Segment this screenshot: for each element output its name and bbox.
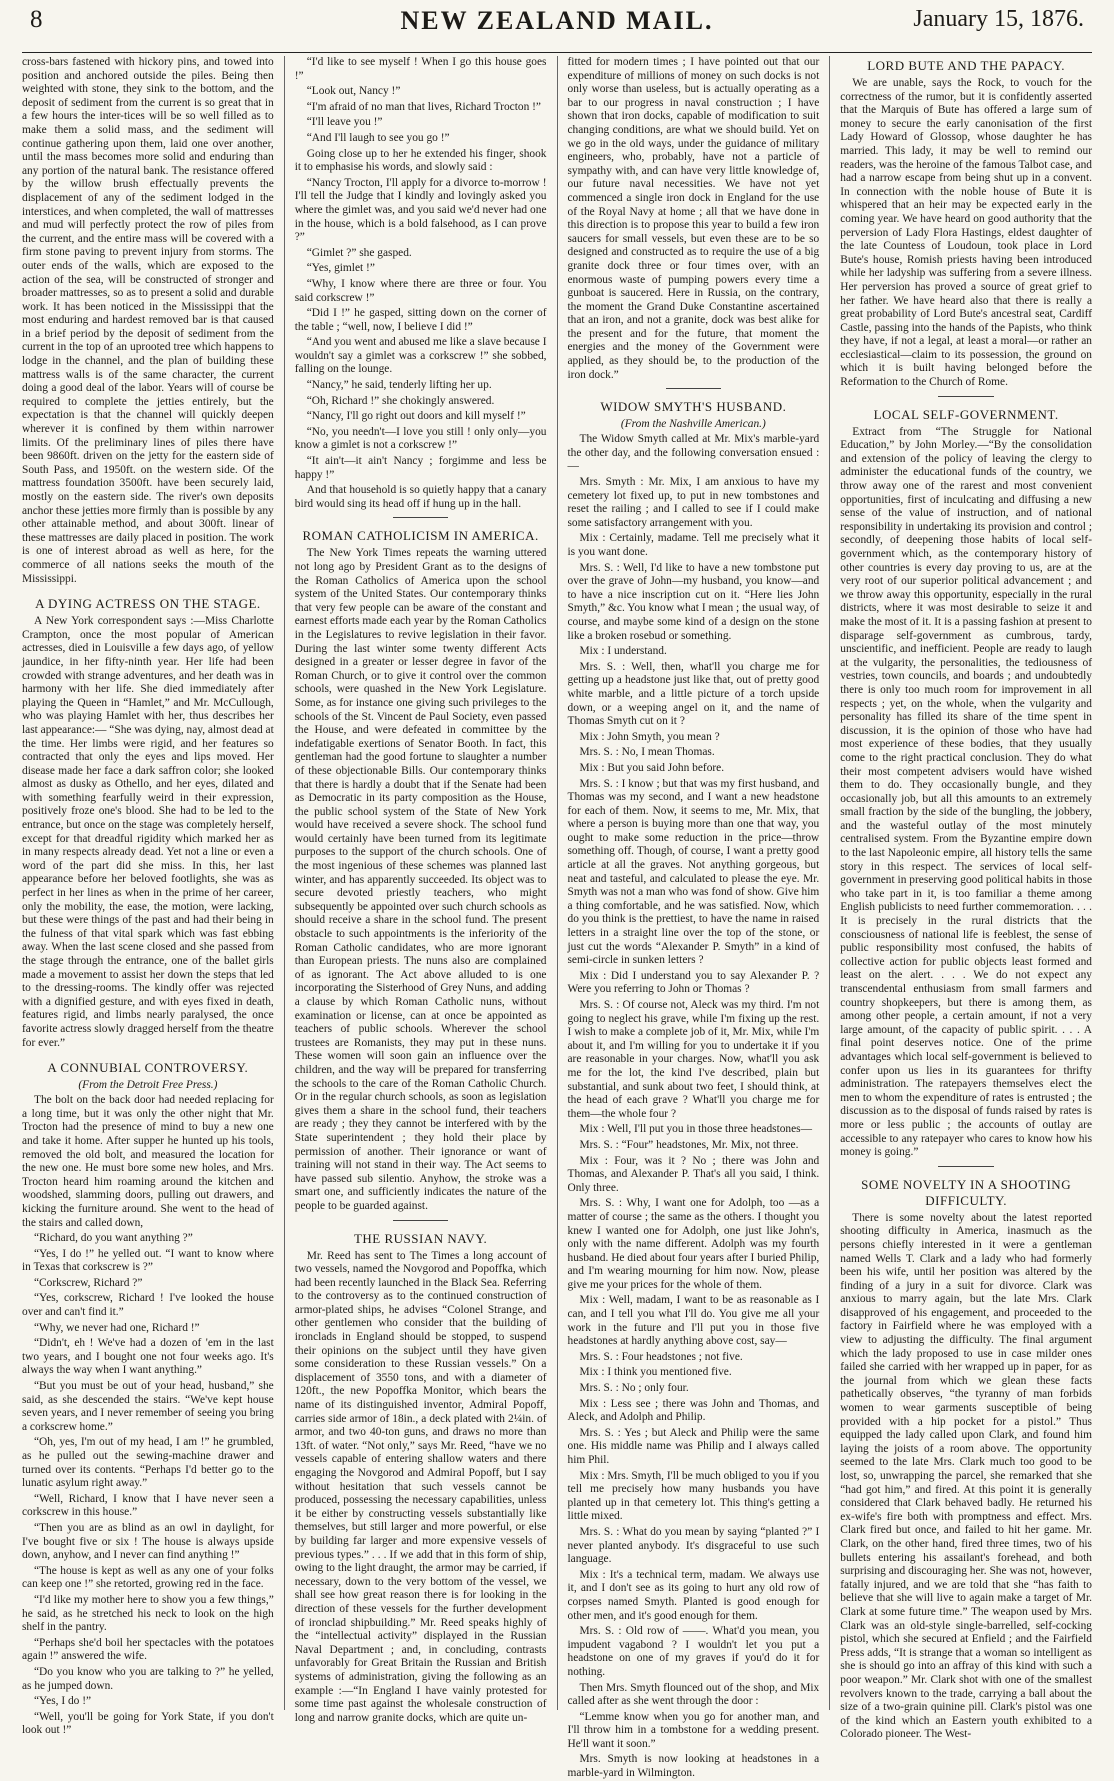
paragraph: “Perhaps she'd boil her spectacles with the potatoes again !” answered the wife.	[22, 1636, 274, 1663]
paragraph: “I'll leave you !”	[306, 116, 383, 129]
paragraph: Mrs. S. : Four headstones ; not five.	[579, 1350, 743, 1363]
columns	[22, 56, 1092, 1780]
paragraph: “No, you needn't—I love you still ! only only—you know a gimlet is not a corkscrew !”	[294, 425, 547, 452]
paragraph: Mix : Mrs. Smyth, I'll be much obliged to you if you tell me precisely how many husbands you have planted up in that cemetery lot. This thing's getting a little mixed.	[567, 1469, 820, 1523]
article-heading: ROMAN CATHOLICISM IN AMERICA.	[302, 528, 539, 544]
issue-date: January 15, 1876.	[913, 6, 1084, 32]
paragraph: “Oh, yes, I'm out of my head, I am !” he grumbled, as he pulled out the sewing-machine drawer and turned over its contents. “Perhaps I'd better go to the lunatic asylum right away.”	[22, 1436, 274, 1490]
paragraph: “Oh, Richard !” she chokingly answered.	[306, 394, 495, 407]
paragraph: Mix : Well, madam, I want to be as reasonable as I can, and I tell you what I'll do. You give me all your work in the future and I'll put you in those five headstones at hardly anything above cost, say—	[567, 1294, 820, 1348]
paragraph: “Why, I know where there are three or four. You said corkscrew !”	[294, 277, 547, 304]
divider	[938, 396, 993, 397]
article-heading: SOME NOVELTY IN A SHOOTING DIFFICULTY.	[861, 1176, 1072, 1208]
paragraph: Mrs. S. : What do you mean by saying “planted ?” I never planted anybody. It's disgraceful to use such language.	[567, 1525, 820, 1566]
paragraph: Mrs. Smyth is now looking at headstones in a marble-yard in Wilmington.	[567, 1753, 820, 1780]
paragraph: Mix : I think you mentioned five.	[579, 1366, 732, 1379]
paragraph: “Well, you'll be going for York State, if you don't look out !”	[22, 1710, 274, 1737]
column-4	[840, 56, 1092, 1741]
article-heading: A DYING ACTRESS ON THE STAGE.	[35, 596, 261, 612]
paragraph: Mrs. S. : Of course not, Aleck was my third. I'm not going to neglect his grave, while I'm fixing up the rest. I wish to make a complete job of it, Mr. Mix, while I'm about it, and I'm willing for you to undertake it if you are reasonable in your charges. Now, what'll you ask me for the lot, the kind I've described, plain but substantial, and sunk about two feet, I should think, at the head of each grave ? What'll you charge me for them—the whole four ?	[567, 999, 820, 1120]
paragraph: “Look out, Nancy !”	[306, 85, 401, 98]
paragraph: “But you must be out of your head, husband,” she said, as she descended the stairs. “We've kept house seven years, and I never remember of seeing you bring a corkscrew home.”	[22, 1380, 274, 1433]
paragraph: Mrs. S. : Well, then, what'll you charge me for getting up a headstone just like that, out of pretty good white marble, and a little picture of a torch upside down, or a weeping angel on it, and the name of Thomas Smyth cut on it ?	[567, 660, 820, 728]
paragraph: Mix : I understand.	[579, 645, 667, 658]
paragraph: And that household is so quietly happy that a canary bird would sing its head off if hung up in the hall.	[294, 484, 547, 510]
paragraph: “It ain't—it ain't Nancy ; forgimme and less be happy !”	[294, 455, 547, 481]
paragraph: Then Mrs. Smyth flounced out of the shop, and Mix called after as she went through the door :	[567, 1681, 820, 1708]
column-2	[294, 56, 558, 1724]
article-heading: A CONNUBIAL CONTROVERSY.	[47, 1060, 249, 1076]
paragraph: Mrs. Smyth : Mr. Mix, I am anxious to have my cemetery lot fixed up, to put in new tombstones and reset the railing ; and I called to see if I could make some satisfactory arrangement with you.	[567, 476, 820, 529]
masthead	[22, 0, 1092, 53]
paragraph: “Lemme know when you go for another man, and I'll throw him in a tombstone for a wedding present. He'll want it soon.”	[567, 1710, 820, 1750]
paragraph: “Nancy, I'll go right out doors and kill myself !”	[306, 410, 526, 423]
article-heading: LORD BUTE AND THE PAPACY.	[867, 58, 1066, 73]
article-source: (From the Nashville American.)	[620, 418, 766, 431]
paragraph: Mrs. S. : No, I mean Thomas.	[579, 746, 715, 759]
paragraph: “Didn't, eh ! We've had a dozen of 'em in the last two years, and I bought one not four weeks ago. It's always the way when I want anything.”	[22, 1337, 274, 1377]
divider	[393, 517, 448, 518]
paragraph: “And you went and abused me like a slave because I wouldn't say a gimlet was a corkscrew !” she sobbed, falling on the lounge.	[294, 336, 547, 376]
divider	[393, 1220, 448, 1221]
paragraph: Extract from “The Struggle for National Education,” by John Morley.—“By the consolidation and extension of the policy of leaving the clergy to administer the educational funds of the country, we throw away one of the rarest and most convenient opportunities, first of inculcating and diffusing a new sense of the value of instruction, and of national responsibility in undertaking its provision and control ; secondly, of deepening those habits of local self-government which, as the contemporary history of other countries is every day proving to us, are at the very root of our superior political advancement ; and we throw away this opportunity, especially in the rural districts, where it was most desirable to seize it and make the most of it. It is a passing fashion at present to disparage self-government as cumbrous, tardy, unscientific, and inefficient. People are ready to laugh at the vulgarity, the personalities, the tediousness of vestries, town councils, and boards ; and undoubtedly there is only too much room for improvement in all respects ; yet, on the whole, when the vulgarity and personality has filled its share of the time spent in discussion, it is the opinion of those who have had most experience of these bodies, that they usually come to the right practical conclusion. They do what their most competent advisers would have wished them to do. They occasionally bungle, and they occasionally job, but all this amounts to an extremely small fraction by the side of the bungling, the jobbery, and the wasteful outlay of the most minutely centralised system. From the Byzantine empire down to the last Napoleonic empire, all history tells the same story in this respect. The services of local self-government in preserving good political habits in those who take part in it, is too familiar a theme among English publicists to need further commemoration. . . . It is precisely in the rural districts that the consciousness of national life is feeblest, the sense of public responsibility most confused, the habits of collective action for public objects least formed and least on the alert. . . . We do not expect any transcendental enthusiasm from small farmers and country shopkeepers, but there is among them, as among other people, a certain amount, if not a very large amount, of the capacity of public spirit. . . . A final point deserves notice. One of the prime advantages which local self-government is believed to confer upon us lies in its guarantees for thrifty administration. The ratepayers themselves elect the men to whom the expenditure of rates is entrusted ; the discussion as to the disposal of funds raised by rates is more or less public ; the accounts of outlay are accessible to any ratepayer who cares to know how his money is going.”	[840, 425, 1092, 1159]
paragraph: “Then you are as blind as an owl in daylight, for I've bought five or six ! The house is always upside down, anyhow, and I never can find anything !”	[22, 1521, 274, 1562]
paragraph: “Richard, do you want anything ?”	[34, 1232, 193, 1245]
paragraph: A New York correspondent says :—Miss Charlotte Crampton, once the most popular of American actresses, died in Louisville a few days ago, of yellow jaundice, in her fifty-ninth year. Her life had been crowded with strange adventures, and her death was in harmony with her life. She died immediately after playing the Queen in “Hamlet,” and Mr. McCullough, who was playing Hamlet with her, thus describes her last appearance:— “She was dying, nay, almost dead at the time. Her limbs were rigid, and her features so contracted that only the eyes and lips moved. Her disease made her face a dark saffron color; she looked almost as dusky as Othello, and her eyes, dilated and with something fearfully weird in their expression, positively froze one's blood. She had to be led to the entrance, but once on the stage was completely herself, except for that dreadful rigidity which marked her as in many respects already dead. Yet not a line or even a word of the part did she miss. In this, her last appearance before her beloved footlights, she was as perfect in her lines as when in the prime of her career, only the mobility, the ease, the motion, were lacking, but these were things of the past and had their being in the fulness of that vital spark which was fast ebbing away. When the last scene closed and she passed from the stage through the entrance, one of the ballet girls made a movement to assist her down the steps that led to the dressing-rooms. The kindly offer was rejected with a dignified gesture, and with eyes fixed in death, features rigid, and limbs nearly paralysed, the once favorite actress slowly dragged herself from the theatre for ever.”	[22, 615, 274, 1049]
paragraph: “The house is kept as well as any one of your folks can keep one !” she retorted, growing red in the face.	[22, 1564, 274, 1591]
paragraph: Mrs. S. : Yes ; but Aleck and Philip were the same one. His middle name was Philip and I always called him Phil.	[567, 1426, 820, 1466]
paragraph: The New York Times repeats the warning uttered not long ago by President Grant as to the designs of the Roman Catholics of America upon the school system of the United States. Our contemporary thinks that very few people can be aware of the constant and earnest efforts made each year by the Roman Catholics in the Legislatures to revive legislation in their favor. During the last winter some twenty different Acts designed in a greater or lesser degree in favor of the Roman Church, or to give it control over the common schools, were quashed in the New York Legislature. Some, as for instance one giving such privileges to the schools of the St. Vincent de Paul Society, even passed the House, and were defeated in committee by the indefatigable exertions of Senator Booth. In fact, this gentleman had the good fortune to slaughter a number of these objectionable Bills. Our contemporary thinks that there is hardly a doubt that if the Senate had been as Democratic in its party composition as the House, the public school system of the State of New York would have received a severe shock. The school fund would certainly have been turned from its legitimate purposes to the support of the church schools. One of the most ingenious of these schemes was planned last winter, and has apparently succeeded. Its object was to secure devoted priestly teachers, who might subsequently be appointed over such church schools as should receive a share in the school fund. The present obstacle to such appointments is the inferiority of the Roman Catholic candidates, who are more ignorant than European priests. The nuns also are complained of as ignorant. The Act above alluded to is one incorporating the Sisterhood of Grey Nuns, and adding a clause by which Roman Catholic nuns, without examination or license, can at once be appointed as teachers of public schools. Wherever the school trustees are Romanists, they may put in these nuns. These women will soon gain an influence over the children, and the way will be prepared for transferring the schools to the care of the Roman Catholic Church. Or in the regular church schools, as soon as legislation gives them a share in the school fund, their teachers are ready ; they they cannot be interfered with by the State superintendent ; they hold their place by permission of another. Their ignorance or want of training will not stand in their way. The Act seems to have passed sub silentio. Anyhow, the stroke was a smart one, and sufficiently indicates the nature of the people to be guarded against.	[294, 547, 547, 1212]
newspaper-title: NEW ZEALAND MAIL.	[400, 6, 714, 35]
paragraph: Mix : Well, I'll put you in those three headstones—	[579, 1123, 813, 1136]
article-source: (From the Detroit Free Press.)	[78, 1079, 218, 1092]
paragraph: “Well, Richard, I know that I have never seen a corkscrew in this house.”	[22, 1492, 274, 1519]
paragraph: The Widow Smyth called at Mr. Mix's marble-yard the other day, and the following conversation ensued :—	[567, 433, 820, 473]
paragraph: “Why, we never had one, Richard !”	[34, 1321, 200, 1334]
article-heading: WIDOW SMYTH'S HUSBAND.	[600, 399, 787, 415]
paragraph: “Yes, gimlet !”	[306, 262, 375, 275]
paragraph: Mix : Four, was it ? No ; there was John and Thomas, and Alexander P. That's all you said, I think. Only three.	[567, 1154, 820, 1194]
paragraph: We are unable, says the Rock, to vouch for the correctness of the rumor, but it is confidently asserted that the Marquis of Bute has offered a large sum of money to secure the early canonisation of the first Lady Howard of Glossop, whose daughter he has married. This lady, it may be well to remind our readers, was the heroine of the famous Talbot case, and had a narrow escape from being shut up in a convent. In connection with the noble house of Bute it is whispered that an heir may be expected early in the coming year. We have heard on good authority that the perversion of Lady Flora Hastings, eldest daughter of the late Countess of Loudoun, took place in Lord Bute's house, Romish priests having been introduced while her ladyship was suffering from a severe illness. Her perversion has proved a source of great grief to her father. We have heard also that there is really a great probability of Lord Bute's ancestral seat, Cardiff Castle, passing into the hands of the Papists, who think they have, if not a legal, at least a moral—or rather an ecclesiastical—claim to its possession, the ground on which it is built having belonged before the Reformation to the Church of Rome.	[840, 77, 1092, 389]
paragraph: “Gimlet ?” she gasped.	[306, 246, 412, 259]
article-heading: LOCAL SELF-GOVERNMENT.	[873, 406, 1059, 422]
paragraph: “Yes, I do !” he yelled out. “I want to know where in Texas that corkscrew is ?”	[22, 1247, 274, 1274]
article-heading: THE RUSSIAN NAVY.	[353, 1230, 488, 1246]
paragraph: Mrs. S. : Why, I want one for Adolph, too —as a matter of course ; the same as the others. I thought you knew I wanted one for Adolph, one just like John's, only with the name different. Adolph was my fourth husband. He died about four years after I buried Philip, and I'm wearing mourning for him now. Now, please give me your prices for the whole of them.	[567, 1197, 820, 1291]
paragraph: “Yes, corkscrew, Richard ! I've looked the house over and can't find it.”	[22, 1292, 274, 1319]
paragraph: Mrs. S. : Well, I'd like to have a new tombstone put over the grave of John—my husband, you know—and to have a nice inscription cut on it. “Here lies John Smyth,” &c. You know what I mean ; the usual way, of course, and maybe some kind of a design on the stone like a broken rosebud or something.	[567, 561, 820, 642]
paragraph: The bolt on the back door had needed replacing for a long time, but it was only the other night that Mr. Trocton had the presence of mind to buy a new one and take it home. After supper he hunted up his tools, removed the old bolt, and measured the location for the new one. He must bore some new holes, and Mrs. Trocton heard him roaming around the kitchen and woodshed, slamming doors, pulling out drawers, and kicking the furniture around. She went to the head of the stairs and called down,	[22, 1094, 274, 1229]
paragraph: “Corkscrew, Richard ?”	[34, 1276, 143, 1289]
paragraph: Mix : Less see ; there was John and Thomas, and Aleck, and Adolph and Philip.	[567, 1397, 820, 1424]
paragraph: “I'd like to see myself ! When I go this house goes !”	[294, 56, 547, 82]
paragraph: Mix : John Smyth, you mean ?	[579, 730, 720, 743]
divider	[938, 1166, 993, 1167]
paragraph: Mrs. S. : No ; only four.	[579, 1382, 689, 1395]
page-number: 8	[30, 6, 43, 33]
paragraph: Mrs. S. : Old row of ——. What'd you mean, you impudent vagabond ? I wouldn't let you put a headstone on one of my graves if you'd do it for nothing.	[567, 1625, 820, 1678]
paragraph: Going close up to her he extended his finger, shook it to emphasise his words, and slowly said :	[294, 147, 547, 174]
paragraph: Mrs. S. : I know ; but that was my first husband, and Thomas was my second, and I want a new headstone for each of them. Now, it seems to me, Mr. Mix, that where a person is buying more than one that way, you ought to make some reduction in the price—throw something off. Though, of course, I want a pretty good article at all the graves. Not anything gorgeous, but neat and tasteful, and calculated to please the eye. Mr. Smyth was not a man who was fond of show. Give him a thing comfortable, and he was satisfied. Now, which do you think is the prettiest, to have the name in raised letters in a straight line over the top of the stone, or just cut the words “Alexander P. Smyth” in a kind of semi-circle in sunken letters ?	[567, 777, 820, 967]
paragraph: “Yes, I do !”	[34, 1695, 92, 1708]
column-1	[22, 56, 285, 1737]
paragraph: cross-bars fastened with hickory pins, and towed into position and anchored outside the piles. Being then weighted with stone, they sink to the bottom, and the deposit of sediment from the current is so great that in a few hours the inter-tices will be so well filled as to make them a solid mass, and the sediment will continue gathering upon them, laid one over another, until the mass becomes more solid and enduring than any portion of the natural bank. The resistance offered by the willow brush effectually prevents the displacement of any of the sediment lodged in the interstices, and when completed, the wall of mattresses and mud will perfectly protect the row of piles from the current, and the entire mass will be covered with a firm stone paving to prevent injury from storms. The outer ends of the walls, which are exposed to the action of the sea, will be constructed of stronger and broader mattresses, so as to present a solid and durable work. It has been noticed in the Mississippi that the most enduring and hardest removed bar is that caused in a brief period by the deposit of sediment from the current in the top of an uprooted tree which happens to lodge in the channel, and the plan of building these mattress walls is of the same character, the current doing a good deal of the labor. Years will of course be required to complete the jetties entirely, but the expectation is that the channel will quickly deepen wherever it is confined by them within narrower limits. Of the preliminary lines of piles there have been 9860ft. driven on the jetty for the eastern side of South Pass, and 1950ft. on the western side. Of the mattress foundation 3500ft. have been securely laid, mostly on the eastern side. The river's own deposits anchor these jetties more firmly than is possible by any other attainable method, and about 300ft. linear of these mattresses are daily placed in position. The work is one of interest abroad as well as here, for the commerce of all nations seeks the mouth of the Mississippi.	[22, 56, 274, 585]
divider	[666, 388, 721, 389]
paragraph: There is some novelty about the latest reported shooting difficulty in America, inasmuch as the persons chiefly interested in it were a gentleman named Wells T. Clark and a lady who had formerly been his wife, until her position was altered by the finding of a jury in a suit for divorce. Clark was anxious to marry again, but the late Mrs. Clark disapproved of his engagement, and proceeded to the factory in Fairfield where he was employed with a view to adjusting the difficulty. The final argument which the lady proposed to use in case milder ones failed she carried with her wrapped up in paper, for as the journal from which we glean these facts pathetically observes, “the tyranny of man forbids women to wear garments susceptible of being provided with a hip pocket for a pistol.” Thus equipped the lady called upon Clark, and found him laying the joists of a room above. The opportunity seemed to the late Mrs. Clark much too good to be lost, so, unwrapping the parcel, she remarked that she “had got him,” and fired. At this point it is generally considered that Clark behaved badly. He returned his ex-wife's fire both with promptness and effect. Mrs. Clark fired but once, and failed to hit her game. Mr. Clark, on the other hand, fired three times, two of his bullets entering his assailant's forehead, and both surprising and discouraging her. She was not, however, fatally injured, and we are told that she “has faith to believe that she will live to again make a target of Mr. Clark at some future time.” The weapon used by Mrs. Clark was an old-style single-barrelled, self-cocking pistol, which she secured at Enfield ; and the Fairfield Press adds, “It is strange that a woman so intelligent as she is should go into an affray of this kind with such a poor weapon.” Mr. Clark shot with one of the smallest revolvers known to the trade, carrying a ball about the size of a two-grain quinine pill. Clark's pistol was one of the kind which an Eastern youth exhibited to a Colorado pioneer. The West-	[840, 1211, 1092, 1741]
paragraph: Mix : Did I understand you to say Alexander P. ? Were you referring to John or Thomas ?	[567, 969, 820, 996]
paragraph: Mix : But you said John before.	[579, 761, 725, 774]
paragraph: “I'm afraid of no man that lives, Richard Trocton !”	[306, 100, 541, 113]
column-3	[567, 56, 831, 1780]
paragraph: Mix : It's a technical term, madam. We always use it, and I don't see as its going to hurt any old row of corpses named Smyth. Planted is good enough for other men, and it's good enough for them.	[567, 1568, 820, 1622]
paragraph: Mrs. S. : “Four” headstones, Mr. Mix, not three.	[579, 1138, 799, 1151]
paragraph: Mix : Certainly, madame. Tell me precisely what it is you want done.	[567, 532, 820, 558]
paragraph: “I'd like my mother here to show you a few things,” he said, as he stretched his neck to look on the high shelf in the pantry.	[22, 1593, 274, 1634]
paragraph: Mr. Reed has sent to The Times a long account of two vessels, named the Novgorod and Popoffka, which had been recently launched in the Black Sea. Referring to the controversy as to the continued construction of armor-plated ships, he advises “Colonel Strange, and other gentlemen who consider that the building of ironclads in England should be stopped, to suspend their opinions on the subject until they have given some consideration to these Russian vessels.” On a displacement of 3550 tons, and with a diameter of 120ft., the new Popoffka Monitor, which bears the name of its distinguished inventor, Admiral Popoff, carries side armor of 18in., a deck plated with 2¼in. of armor, and two 40-ton guns, and draws no more than 13ft. of water. “Not only,” says Mr. Reed, “have we no vessels capable of entering shallow waters and there engaging the Novgorod and Admiral Popoff, but I say without hesitation that such vessels cannot be produced, possessing the necessary capabilities, unless it be either by constructing vessels substantially like themselves, but still larger and more powerful, or else by building far larger and more expensive vessels of previous types.” . . . If we add that in this form of ship, owing to the light draught, the armor may be carried, if necessary, down to the very bottom of the vessel, we shall see how great reason there is for looking in the direction of these vessels for the further development of ironclad shipbuilding.” Mr. Reed speaks highly of the “intellectual activity” displayed in the Russian Naval Department ; and, in concluding, contrasts unfavorably for Great Britain the Russian and British systems of administration, giving the following as an example :—“In England I have vainly protested for some time past against the wholesale construction of long and narrow granite docks, which are quite un-	[294, 1249, 547, 1724]
paragraph: “Nancy Trocton, I'll apply for a divorce to-morrow ! I'll tell the Judge that I kindly and lovingly asked you where the gimlet was, and you said we'd never had one in the house, which is a bold falsehood, as I can prove ?”	[294, 176, 547, 244]
paragraph: “And I'll laugh to see you go !”	[306, 131, 450, 144]
paragraph: “Do you know who you are talking to ?” he yelled, as he jumped down.	[22, 1665, 274, 1692]
paragraph: “Nancy,” he said, tenderly lifting her up.	[306, 379, 492, 392]
paragraph: fitted for modern times ; I have pointed out that our expenditure of millions of money on such docks is not only worse than useless, but is actually operating as a bar to our progress in naval construction ; I have shown that iron docks, capable of modification to suit changing conditions, are what we should build. Yet on we go in the old ways, under the guidance of military engineers, who, probably, have not a particle of sympathy with, and can have very little knowledge of, our future naval necessities. We have not yet commenced a single iron dock in England for the use of the Royal Navy at home ; all that we have done in this direction is to propose this year to build a few iron saucers for small vessels, but even these are to be so designed and constructed as to require the use of a big granite dock three or four times over, with an enormous waste of pumping powers every time a gunboat is saucered. Here in Russia, on the contrary, the moment the Grand Duke Constantine ascertained that an iron, and not a granite, dock was best alike for the present and for the future, that moment the energies and the money of the Government were applied, as they should be, to the production of the iron dock.”	[567, 56, 820, 381]
paragraph: “Did I !” he gasped, sitting down on the corner of the table ; “well, now, I believe I did !”	[294, 307, 547, 333]
